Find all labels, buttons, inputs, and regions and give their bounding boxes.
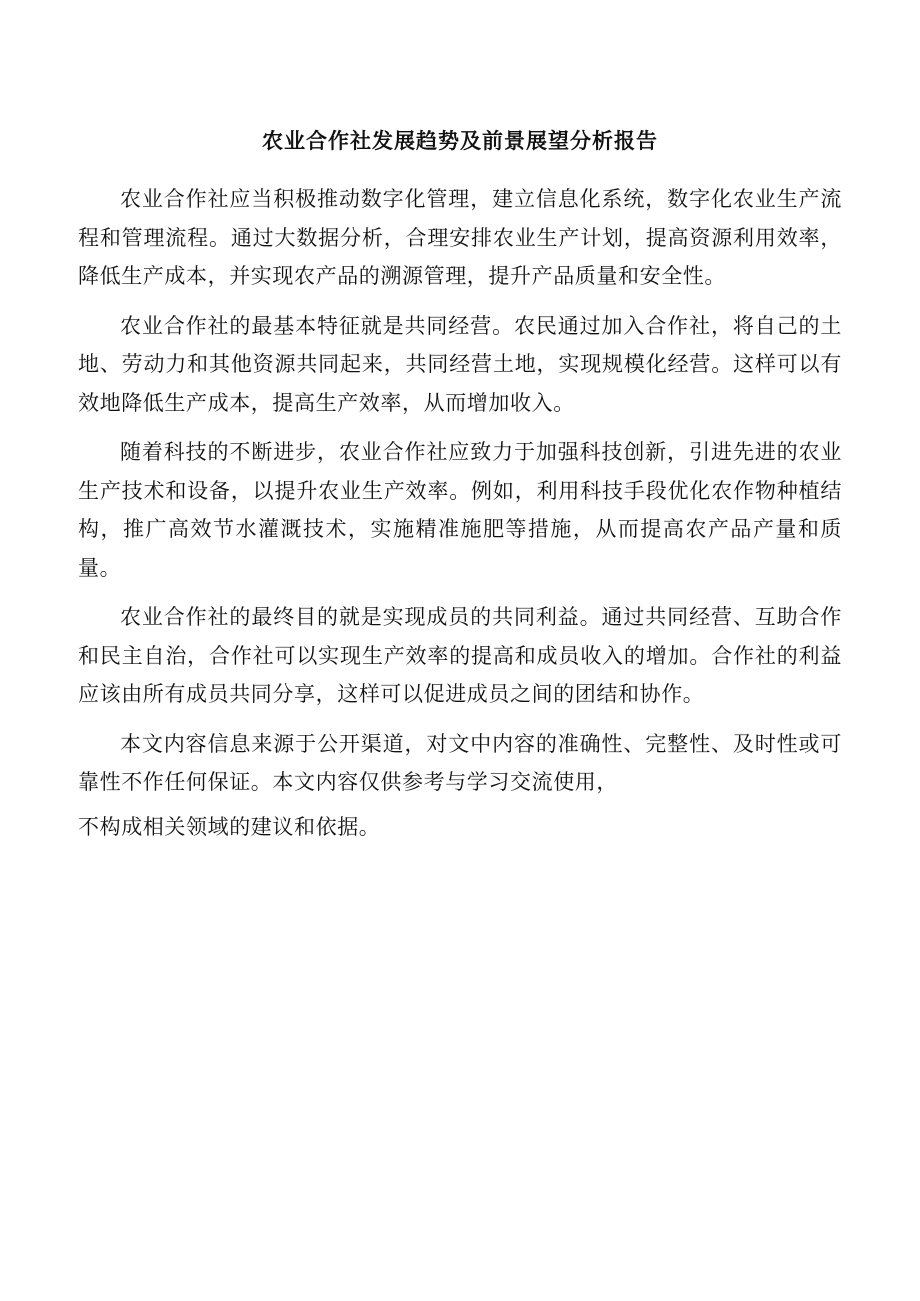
paragraph-digital-management: 农业合作社应当积极推动数字化管理，建立信息化系统，数字化农业生产流程和管理流程。通过大数据分析，合理安排农业生产计划，提高资源利用效率，降低生产成本，并实现农产品的溯源管理，提升产品质量和安全性。 xyxy=(78,187,842,288)
document-body xyxy=(78,180,842,846)
paragraph-tech-innovation: 随着科技的不断进步，农业合作社应致力于加强科技创新，引进先进的农业生产技术和设备，以提升农业生产效率。例如，利用科技手段优化农作物种植结构，推广高效节水灌溉技术，实施精准施肥等措施，从而提高农产品产量和质量。 xyxy=(78,440,842,580)
paragraph-common-interest: 农业合作社的最终目的就是实现成员的共同利益。通过共同经营、互助合作和民主自治，合作社可以实现生产效率的提高和成员收入的增加。合作社的利益应该由所有成员共同分享，这样可以促进成员之间的团结和协作。 xyxy=(78,605,842,706)
document-title: 农业合作社发展趋势及前景展望分析报告 xyxy=(262,128,658,153)
paragraph-disclaimer: 本文内容信息来源于公开渠道，对文中内容的准确性、完整性、及时性或可靠性不作任何保证。本文内容仅供参考与学习交流使用， xyxy=(78,731,842,794)
closing-line: 不构成相关领域的建议和依据。 xyxy=(78,814,381,839)
paragraph-joint-operation: 农业合作社的最基本特征就是共同经营。农民通过加入合作社，将自己的土地、劳动力和其他资源共同起来，共同经营土地，实现规模化经营。这样可以有效地降低生产成本，提高生产效率，从而增加收入。 xyxy=(78,313,842,415)
